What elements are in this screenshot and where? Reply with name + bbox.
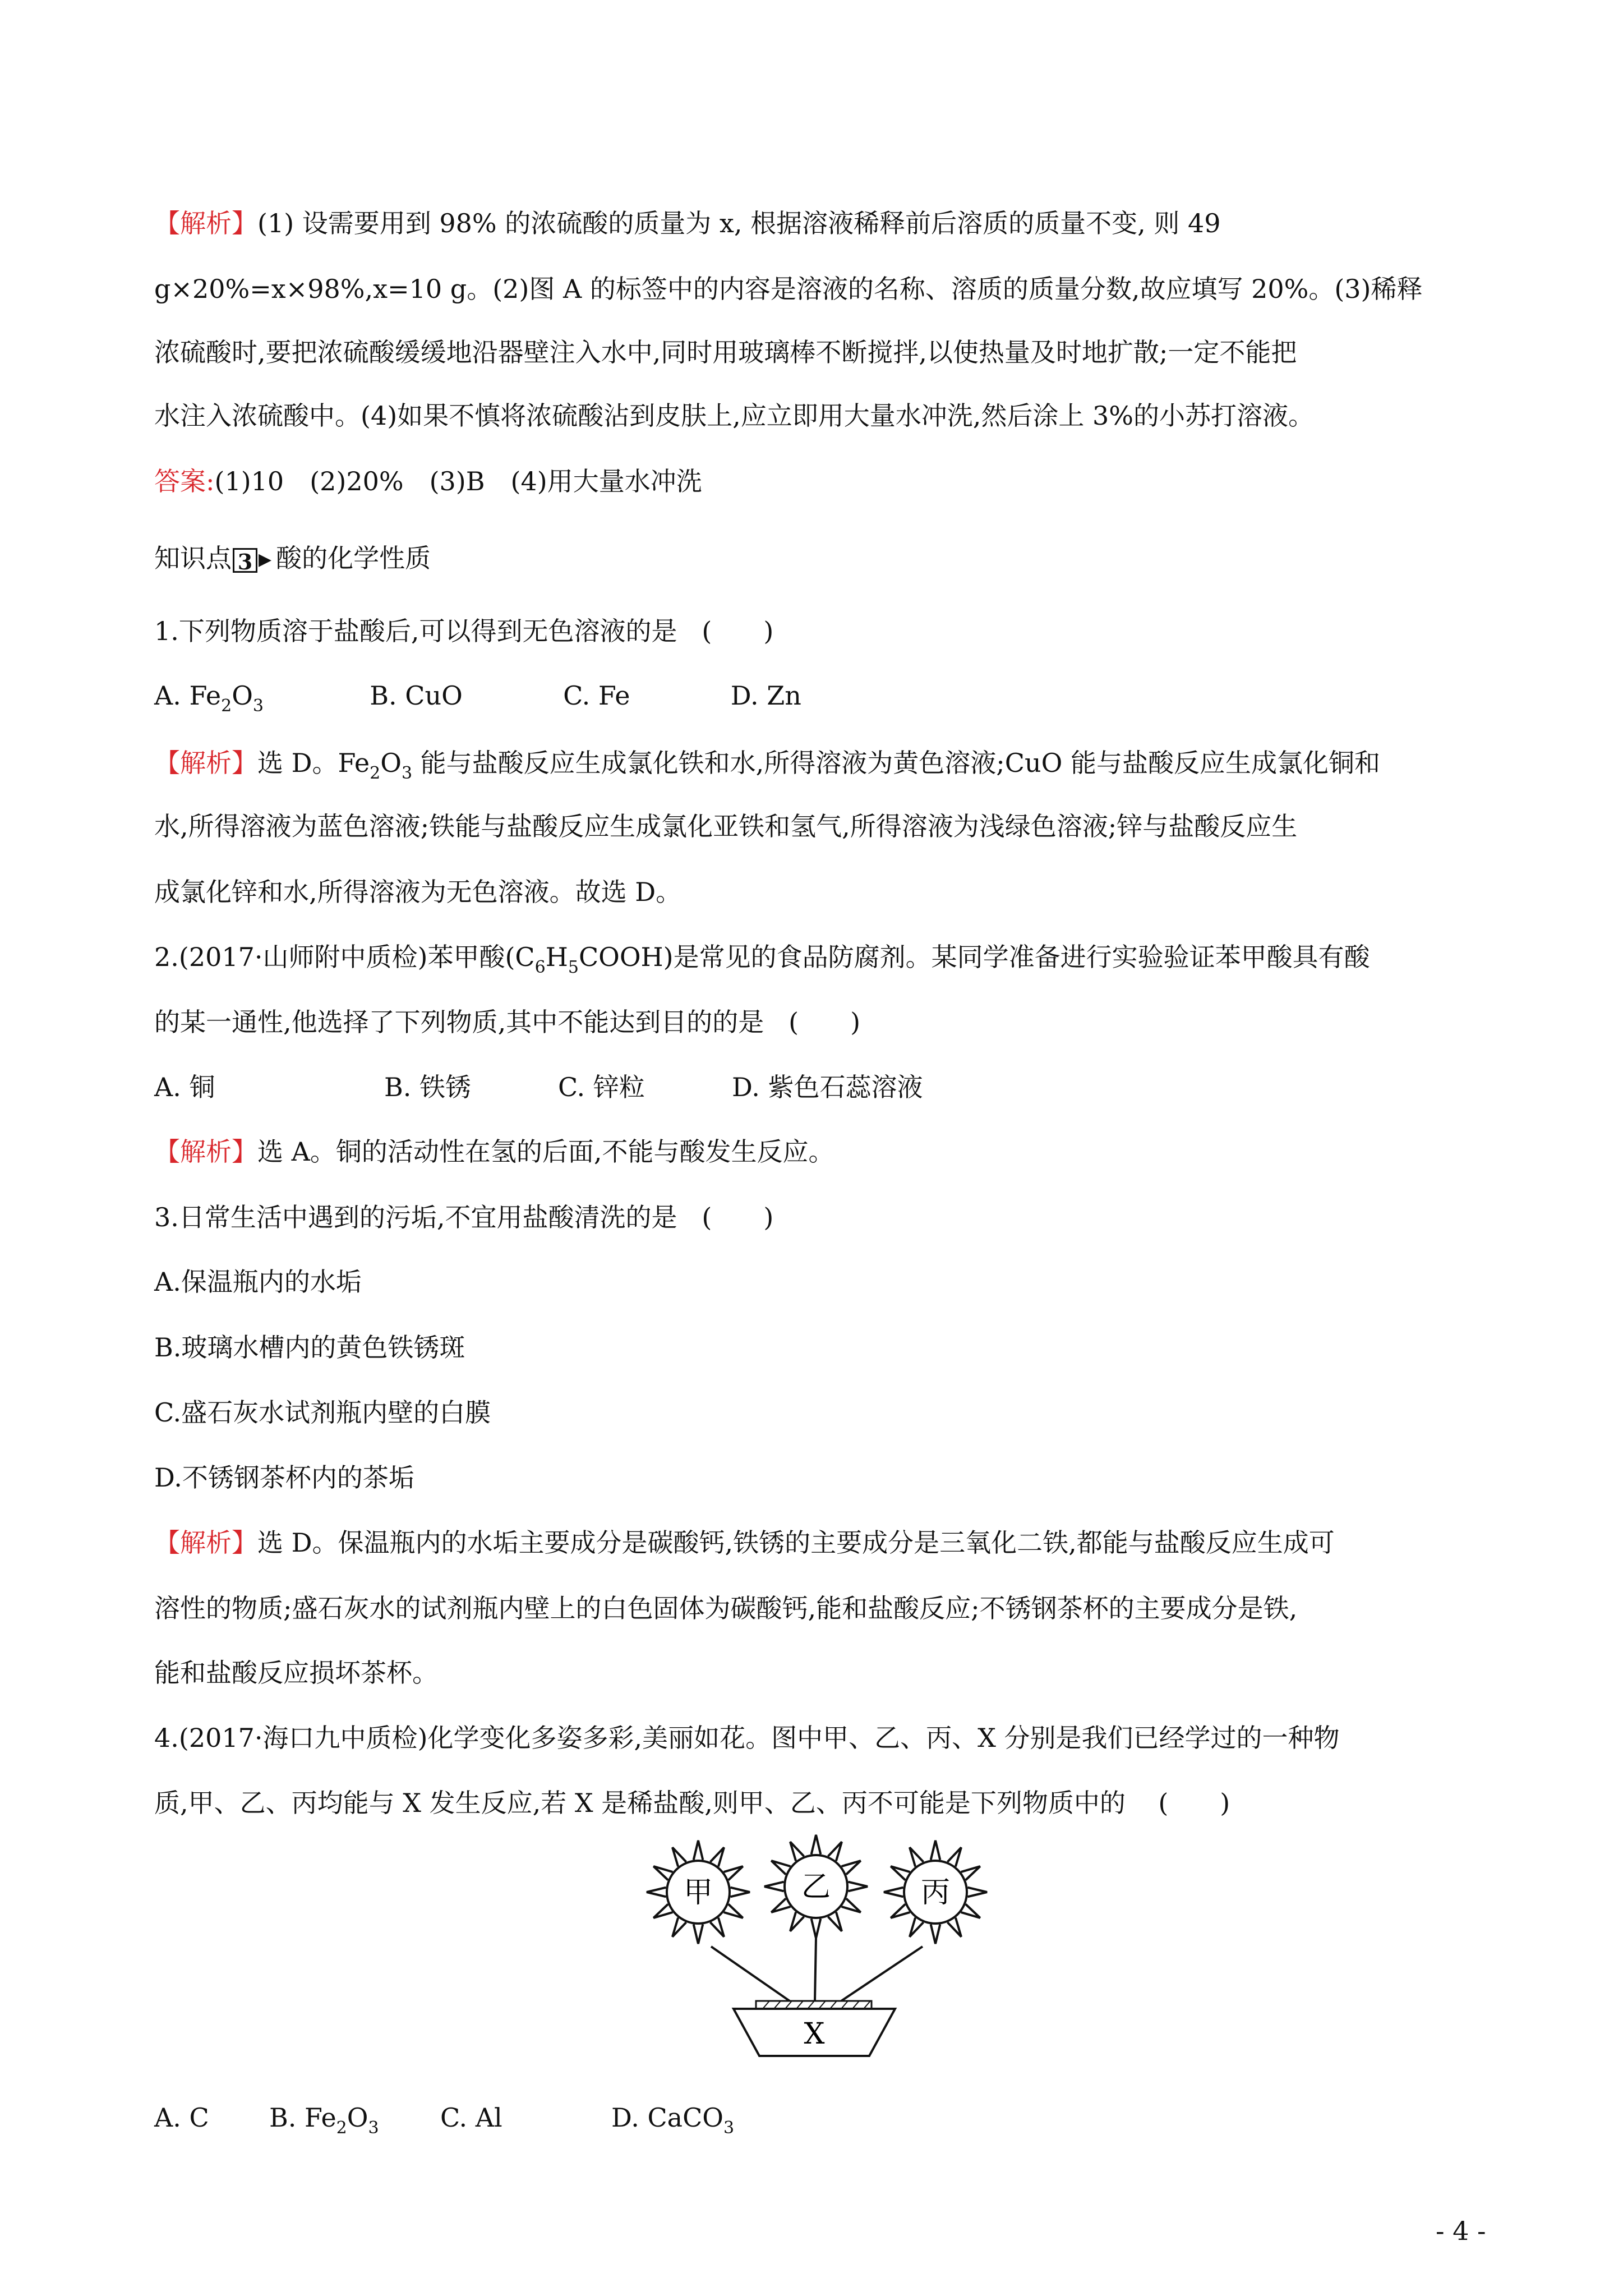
flower-petal [694, 1924, 703, 1944]
question-2-line-2: 的某一通性,他选择了下列物质,其中不能达到目的的是 ( ) [154, 1007, 861, 1037]
flower-petal [647, 1888, 666, 1897]
option-b: B. CuO [370, 680, 463, 711]
flower-petal [694, 1841, 703, 1860]
knowledge-point-number: 3 [233, 548, 257, 573]
option-a: A. $Fe_2O_3$ [154, 680, 264, 716]
option-d: D. 紫色石蕊溶液 [732, 1072, 923, 1102]
question-1: 1.下列物质溶于盐酸后,可以得到无色溶液的是 ( ) [154, 616, 774, 646]
triangle-right-icon: ▶ [259, 550, 272, 569]
question-2-options [154, 1070, 923, 1104]
flower-1-label: 甲 [683, 1876, 713, 1910]
question-3-option-a: A.保温瓶内的水垢 [154, 1267, 362, 1297]
explanation-line-1: 【解析】(1) 设需要用到 98% 的浓硫酸的质量为 x, 根据溶液稀释前后溶质的质量不变, 则 49 [154, 208, 1221, 238]
pot-label: X [804, 2017, 825, 2051]
answer-line: 答案:(1)10 (2)20% (3)B (4)用大量水冲洗 [154, 466, 702, 496]
question-3: 3.日常生活中遇到的污垢,不宜用盐酸清洗的是 ( ) [154, 1202, 774, 1232]
flower-petal [848, 1882, 868, 1892]
question-3-option-c: C.盛石灰水试剂瓶内壁的白膜 [154, 1397, 491, 1428]
question-3-option-d: D.不锈钢茶杯内的茶垢 [154, 1462, 414, 1493]
explanation-tag: 【解析】 [154, 208, 257, 238]
flower-petal [811, 1918, 821, 1938]
answer-tag: 答案: [154, 466, 215, 496]
question-1-options [154, 679, 801, 716]
flower-petal [811, 1835, 821, 1855]
explanation-line-3: 浓硫酸时,要把浓硫酸缓缓地沿器壁注入水中,同时用玻璃棒不断搅拌,以使热量及时地扩散;一定不能把 [154, 337, 1297, 367]
explanation-3-line-1: 【解析】选 D。保温瓶内的水垢主要成分是碳酸钙,铁锈的主要成分是三氧化二铁,都能与盐酸反应生成可 [154, 1527, 1335, 1558]
option-c: C. Fe [563, 680, 630, 711]
explanation-1-line-3: 成氯化锌和水,所得溶液为无色溶液。故选 D。 [154, 877, 682, 907]
option-c: C. Al [440, 2102, 502, 2133]
flower-petal [931, 1924, 940, 1944]
question-3-option-b: B.玻璃水槽内的黄色铁锈斑 [154, 1332, 465, 1363]
explanation-2: 【解析】选 A。铜的活动性在氢的后面,不能与酸发生反应。 [154, 1137, 834, 1167]
page-number: - 4 - [1436, 2216, 1486, 2246]
flower-petal [884, 1888, 903, 1897]
option-b: B. 铁锈 [384, 1072, 472, 1102]
explanation-3-line-2: 溶性的物质;盛石灰水的试剂瓶内壁上的白色固体为碳酸钙,能和盐酸反应;不锈钢茶杯的主要成分是铁, [154, 1593, 1298, 1623]
explanation-line-2: g×20%=x×98%,x=10 g。(2)图 A 的标签中的内容是溶液的名称、溶质的质量分数,故应填写 20%。(3)稀释 [154, 274, 1423, 304]
option-b: B. $Fe_2O_3$ [269, 2102, 379, 2138]
knowledge-point-heading: 知识点 3 ▶ 酸的化学性质 [154, 541, 431, 577]
question-4-options [154, 2101, 734, 2138]
option-a: A. 铜 [154, 1072, 215, 1102]
question-2-line-1: 2.(2017·山师附中质检)苯甲酸$(C_6H_5COOH)$是常见的食品防腐剂。某同学准备进行实验验证苯甲酸具有酸 [154, 942, 1370, 977]
option-d: D. CaCO$_3$ [611, 2102, 735, 2138]
question-4-line-1: 4.(2017·海口九中质检)化学变化多姿多彩,美丽如花。图中甲、乙、丙、X 分别是我们已经学过的一种物 [154, 1723, 1340, 1753]
flower-petal [764, 1882, 784, 1892]
flower-petal [967, 1888, 987, 1897]
flower-petal [931, 1841, 940, 1860]
option-a: A. C [154, 2102, 209, 2133]
option-c: C. 锌粒 [558, 1072, 645, 1102]
explanation-line-4: 水注入浓硫酸中。(4)如果不慎将浓硫酸沾到皮肤上,应立即用大量水冲洗,然后涂上 3%的小苏打溶液。 [154, 401, 1315, 431]
explanation-1-line-1: 【解析】选 D。$Fe_2O_3$ 能与盐酸反应生成氯化铁和水,所得溶液为黄色溶液;CuO 能与盐酸反应生成氯化铜和 [154, 748, 1380, 783]
explanation-3-line-3: 能和盐酸反应损坏茶杯。 [154, 1658, 438, 1688]
flower-2-label: 乙 [801, 1870, 831, 1904]
option-d: D. Zn [730, 680, 801, 711]
flower-petal [730, 1888, 750, 1897]
question-4-line-2: 质,甲、乙、丙均能与 X 发生反应,若 X 是稀盐酸,则甲、乙、丙不可能是下列物质中的 ( ) [154, 1788, 1230, 1818]
flower-3-label: 丙 [920, 1876, 951, 1910]
explanation-1-line-2: 水,所得溶液为蓝色溶液;铁能与盐酸反应生成氯化亚铁和氢气,所得溶液为浅绿色溶液;锌与盐酸反应生 [154, 811, 1298, 841]
flower-pot-diagram [639, 1832, 1009, 2095]
